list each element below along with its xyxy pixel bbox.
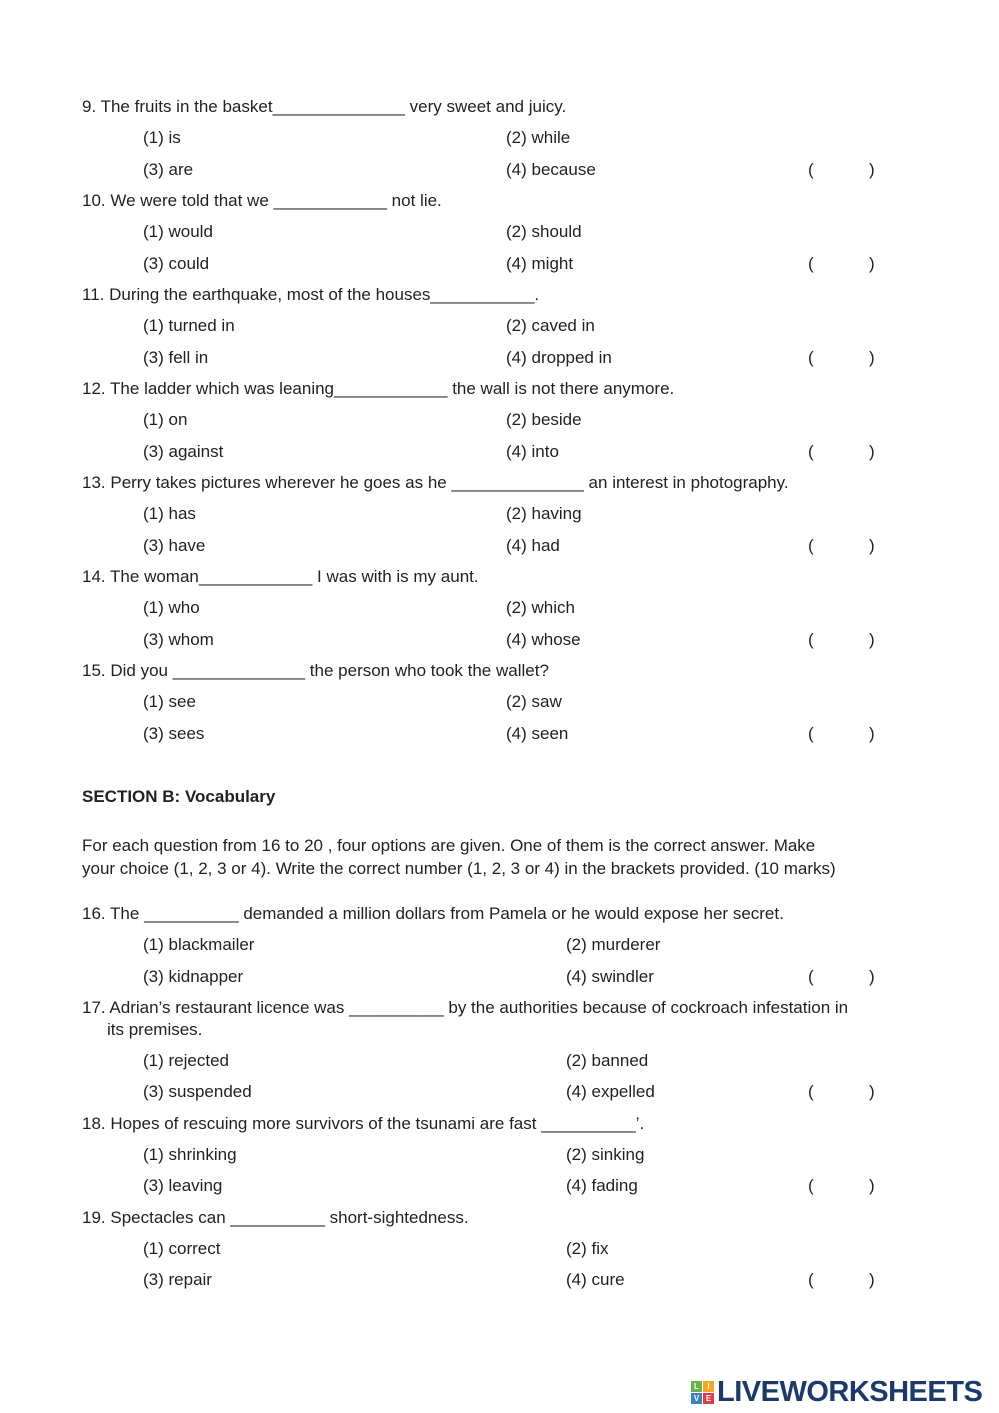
option[interactable]: (2) murderer bbox=[566, 935, 661, 955]
option[interactable]: (4) cure bbox=[566, 1270, 625, 1290]
option[interactable]: (2) sinking bbox=[566, 1144, 645, 1164]
answer-bracket-close[interactable]: ) bbox=[869, 441, 875, 461]
logo-cube: V bbox=[691, 1393, 702, 1404]
stem-text: 10. We were told that we ____________ not lie. bbox=[82, 190, 442, 210]
options-row bbox=[82, 310, 942, 341]
options-row bbox=[82, 1045, 942, 1076]
answer-bracket-close[interactable]: ) bbox=[869, 1270, 875, 1290]
stem-text-continued: its premises. bbox=[107, 1019, 203, 1039]
options-row bbox=[82, 404, 942, 435]
answer-bracket-open[interactable]: ( bbox=[808, 253, 814, 273]
stem-text: 11. During the earthquake, most of the houses___________. bbox=[82, 284, 540, 304]
answer-bracket-close[interactable]: ) bbox=[869, 629, 875, 649]
answer-bracket-open[interactable]: ( bbox=[808, 723, 814, 743]
option[interactable]: (3) suspended bbox=[143, 1082, 252, 1102]
question-stem bbox=[82, 655, 942, 686]
option[interactable]: (1) on bbox=[143, 410, 188, 430]
question bbox=[82, 1108, 942, 1202]
option[interactable]: (4) fading bbox=[566, 1176, 638, 1196]
answer-bracket-open[interactable]: ( bbox=[808, 629, 814, 649]
section-a bbox=[82, 91, 942, 749]
option[interactable]: (3) kidnapper bbox=[143, 966, 244, 986]
option[interactable]: (3) sees bbox=[143, 723, 205, 743]
option[interactable]: (1) rejected bbox=[143, 1050, 229, 1070]
answer-bracket-open[interactable]: ( bbox=[808, 441, 814, 461]
question-stem bbox=[82, 185, 942, 216]
option[interactable]: (2) which bbox=[506, 598, 575, 618]
options-row bbox=[82, 154, 942, 185]
option[interactable]: (3) against bbox=[143, 441, 224, 461]
option[interactable]: (3) could bbox=[143, 253, 210, 273]
option[interactable]: (1) who bbox=[143, 598, 200, 618]
option[interactable]: (3) whom bbox=[143, 629, 214, 649]
question bbox=[82, 992, 942, 1108]
options-row bbox=[82, 1170, 942, 1201]
option[interactable]: (3) repair bbox=[143, 1270, 212, 1290]
option[interactable]: (2) while bbox=[506, 128, 571, 148]
answer-bracket-close[interactable]: ) bbox=[869, 535, 875, 555]
option[interactable]: (3) fell in bbox=[143, 347, 209, 367]
option[interactable]: (2) banned bbox=[566, 1050, 649, 1070]
option[interactable]: (1) has bbox=[143, 504, 196, 524]
stem-text: 9. The fruits in the basket______________ very sweet and juicy. bbox=[82, 97, 567, 116]
answer-bracket-open[interactable]: ( bbox=[808, 966, 814, 986]
options-row bbox=[82, 122, 942, 153]
options-row bbox=[82, 248, 942, 279]
answer-bracket-close[interactable]: ) bbox=[869, 347, 875, 367]
option[interactable]: (4) because bbox=[506, 159, 596, 179]
answer-bracket-close[interactable]: ) bbox=[869, 159, 875, 179]
option[interactable]: (4) had bbox=[506, 535, 560, 555]
option[interactable]: (2) having bbox=[506, 504, 582, 524]
question bbox=[82, 373, 942, 467]
question-stem bbox=[82, 373, 942, 404]
options-row bbox=[82, 342, 942, 373]
options-row bbox=[82, 436, 942, 467]
option[interactable]: (3) leaving bbox=[143, 1176, 223, 1196]
options-row bbox=[82, 216, 942, 247]
question bbox=[82, 655, 942, 749]
question bbox=[82, 1202, 942, 1296]
question-stem bbox=[82, 1202, 942, 1233]
answer-bracket-close[interactable]: ) bbox=[869, 966, 875, 986]
option[interactable]: (4) swindler bbox=[566, 966, 654, 986]
logo-cubes-icon bbox=[691, 1381, 714, 1404]
option[interactable]: (4) might bbox=[506, 253, 574, 273]
question-stem bbox=[82, 91, 942, 122]
question-stem bbox=[82, 467, 942, 498]
instructions-line: For each question from 16 to 20 , four options are given. One of them is the correct answer. Make bbox=[82, 835, 816, 855]
question bbox=[82, 898, 942, 992]
stem-text: 17. Adrian’s restaurant licence was __________ by the authorities because of cockroach infestation in bbox=[82, 997, 849, 1017]
answer-bracket-open[interactable]: ( bbox=[808, 535, 814, 555]
answer-bracket-open[interactable]: ( bbox=[808, 347, 814, 367]
options-row bbox=[82, 718, 942, 749]
options-row bbox=[82, 592, 942, 623]
stem-text: 14. The woman____________ I was with is my aunt. bbox=[82, 566, 479, 586]
question-stem bbox=[82, 279, 942, 310]
answer-bracket-open[interactable]: ( bbox=[808, 1176, 814, 1196]
option[interactable]: (1) correct bbox=[143, 1238, 221, 1258]
stem-text: 15. Did you ______________ the person who took the wallet? bbox=[82, 660, 549, 680]
instructions-line: your choice (1, 2, 3 or 4). Write the correct number (1, 2, 3 or 4) in the brackets provided. (10 marks) bbox=[82, 858, 836, 878]
options-row bbox=[82, 929, 942, 960]
answer-bracket-close[interactable]: ) bbox=[869, 723, 875, 743]
question-stem bbox=[82, 561, 942, 592]
options-row bbox=[82, 624, 942, 655]
section-b bbox=[82, 898, 942, 1296]
option[interactable]: (1) turned in bbox=[143, 316, 235, 336]
options-row bbox=[82, 1233, 942, 1264]
stem-text: 16. The __________ demanded a million dollars from Pamela or he would expose her secret. bbox=[82, 903, 784, 923]
question bbox=[82, 467, 942, 561]
option[interactable]: (2) caved in bbox=[506, 316, 595, 336]
options-row bbox=[82, 1076, 942, 1107]
option[interactable]: (3) have bbox=[143, 535, 206, 555]
options-row bbox=[82, 498, 942, 529]
answer-bracket-open[interactable]: ( bbox=[808, 1270, 814, 1290]
option[interactable]: (2) saw bbox=[506, 692, 562, 712]
question-stem bbox=[82, 1108, 942, 1139]
options-row bbox=[82, 1264, 942, 1295]
option[interactable]: (2) beside bbox=[506, 410, 582, 430]
options-row bbox=[82, 961, 942, 992]
question-stem bbox=[82, 898, 942, 929]
answer-bracket-open[interactable]: ( bbox=[808, 1082, 814, 1102]
options-row bbox=[82, 1139, 942, 1170]
option[interactable]: (1) blackmailer bbox=[143, 935, 255, 955]
option[interactable]: (1) see bbox=[143, 692, 196, 712]
answer-bracket-close[interactable]: ) bbox=[869, 1082, 875, 1102]
option[interactable]: (4) whose bbox=[506, 629, 581, 649]
options-row bbox=[82, 530, 942, 561]
option[interactable]: (4) seen bbox=[506, 723, 569, 743]
liveworksheets-logo bbox=[691, 1376, 982, 1409]
option[interactable]: (1) shrinking bbox=[143, 1144, 237, 1164]
option[interactable]: (2) fix bbox=[566, 1238, 609, 1258]
logo-cube: L bbox=[691, 1381, 702, 1392]
option[interactable]: (3) are bbox=[143, 159, 194, 179]
stem-text: 12. The ladder which was leaning____________ the wall is not there anymore. bbox=[82, 378, 675, 398]
stem-text: 19. Spectacles can __________ short-sightedness. bbox=[82, 1207, 469, 1227]
stem-text: 18. Hopes of rescuing more survivors of the tsunami are fast __________’. bbox=[82, 1113, 645, 1133]
section-b-instructions bbox=[82, 834, 942, 880]
question bbox=[82, 185, 942, 279]
logo-text: LIVEWORKSHEETS bbox=[717, 1376, 983, 1408]
logo-cube: E bbox=[703, 1393, 714, 1404]
question bbox=[82, 561, 942, 655]
option[interactable]: (4) expelled bbox=[566, 1082, 655, 1102]
option[interactable]: (4) dropped in bbox=[506, 347, 612, 367]
option[interactable]: (4) into bbox=[506, 441, 559, 461]
answer-bracket-close[interactable]: ) bbox=[869, 1176, 875, 1196]
logo-cube: I bbox=[703, 1381, 714, 1392]
question-stem bbox=[82, 992, 942, 1045]
question bbox=[82, 279, 942, 373]
section-b-heading: SECTION B: Vocabulary bbox=[82, 786, 276, 806]
option[interactable]: (2) should bbox=[506, 222, 582, 242]
option[interactable]: (1) is bbox=[143, 128, 181, 148]
option[interactable]: (1) would bbox=[143, 222, 213, 242]
answer-bracket-close[interactable]: ) bbox=[869, 253, 875, 273]
options-row bbox=[82, 686, 942, 717]
answer-bracket-open[interactable]: ( bbox=[808, 159, 814, 179]
question bbox=[82, 91, 942, 185]
stem-text: 13. Perry takes pictures wherever he goes as he ______________ an interest in photography. bbox=[82, 472, 789, 492]
